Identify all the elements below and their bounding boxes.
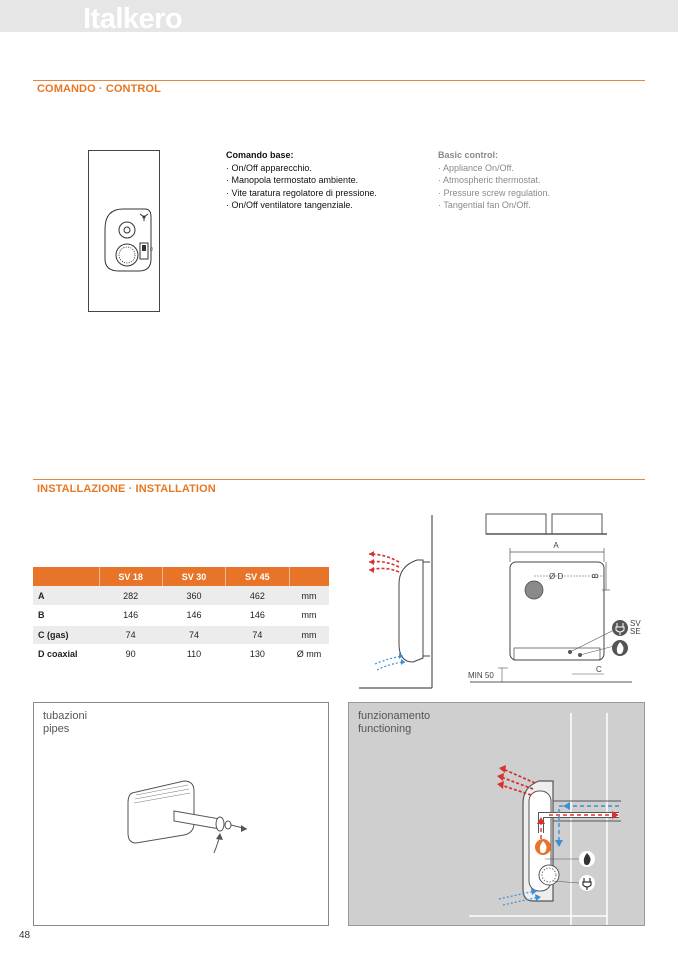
table-cell: 110 — [162, 645, 225, 665]
section-title-control: COMANDO · CONTROL — [37, 83, 161, 95]
side-view-drawing — [355, 512, 445, 692]
table-cell: 360 — [162, 586, 225, 606]
control-panel-illustration — [89, 151, 161, 313]
control-description-en — [438, 149, 550, 212]
table-unit: mm — [289, 625, 329, 645]
switch-zero-label: 0 — [150, 247, 153, 253]
table-row — [33, 586, 329, 606]
control-title-it: Comando base: — [226, 150, 294, 160]
dim-c-label: C — [596, 665, 602, 674]
pipes-title-it: tubazioni — [43, 710, 88, 722]
section-rule-installation — [33, 479, 645, 480]
fan-icon — [539, 865, 559, 885]
header-band — [0, 0, 678, 32]
table-row-label: B — [33, 606, 99, 626]
hot-air-arrows — [369, 551, 399, 573]
table-cell: 90 — [99, 645, 162, 665]
pipes-illustration — [34, 703, 330, 927]
fan-icon — [140, 214, 148, 221]
flame-icon — [579, 851, 595, 867]
burner-flame-icon — [535, 839, 551, 855]
control-panel-drawing — [88, 150, 160, 312]
table-cell: 462 — [226, 586, 289, 606]
functioning-title-it: funzionamento — [358, 710, 431, 722]
table-row — [33, 645, 329, 665]
control-title-en: Basic control: — [438, 150, 499, 160]
table-header-cell: SV 45 — [226, 567, 289, 586]
section-rule-control — [33, 80, 645, 81]
sv-label: SV — [630, 619, 641, 628]
plug-icon — [612, 620, 628, 636]
table-cell: 146 — [226, 606, 289, 626]
table-cell: 146 — [162, 606, 225, 626]
front-view-drawing — [462, 510, 641, 690]
dim-a-label: A — [553, 541, 559, 550]
combustion-air-arrows — [555, 802, 619, 847]
table-cell: 130 — [226, 645, 289, 665]
table-header-row — [33, 567, 329, 586]
control-description-it — [226, 149, 377, 212]
table-header-cell: SV 30 — [162, 567, 225, 586]
cold-air-arrows — [375, 653, 405, 670]
table-cell: 74 — [99, 625, 162, 645]
table-header-cell — [289, 567, 329, 586]
table-row — [33, 606, 329, 626]
table-unit: mm — [289, 606, 329, 626]
functioning-title-en: functioning — [358, 723, 412, 735]
list-item: · Pressure screw regulation. — [438, 187, 551, 198]
table-row-label: A — [33, 586, 99, 606]
table-cell: 74 — [162, 625, 225, 645]
page-number: 48 — [19, 930, 31, 941]
table-unit: mm — [289, 586, 329, 606]
table-cell: 282 — [99, 586, 162, 606]
dimensions-table — [33, 567, 329, 665]
list-item: · Manopola termostato ambiente. — [226, 175, 359, 185]
dim-b-label: B — [591, 573, 600, 579]
list-item: · On/Off apparecchio. — [226, 162, 312, 173]
table-cell: 146 — [99, 606, 162, 626]
list-item: · Tangential fan On/Off. — [438, 200, 531, 210]
min-distance-label: MIN 50 — [468, 671, 494, 680]
table-row-label: C (gas) — [33, 625, 99, 645]
se-label: SE — [630, 627, 641, 636]
list-item: · On/Off ventilatore tangenziale. — [226, 200, 353, 210]
dim-d-label: Ø D — [549, 572, 564, 581]
table-cell: 74 — [226, 625, 289, 645]
table-row — [33, 625, 329, 645]
list-item: · Vite taratura regolatore di pressione. — [226, 187, 377, 198]
pipes-panel — [33, 702, 329, 926]
list-item: · Atmospheric thermostat. — [438, 175, 541, 185]
table-unit: Ø mm — [289, 645, 329, 665]
list-item: · Appliance On/Off. — [438, 162, 514, 173]
table-row-label: D coaxial — [33, 645, 99, 665]
table-header-cell: SV 18 — [99, 567, 162, 586]
brand-logo: Italkero — [83, 3, 183, 32]
table-header-cell — [33, 567, 99, 586]
flame-icon — [612, 640, 628, 656]
functioning-panel — [348, 702, 645, 926]
pipes-title-en: pipes — [43, 723, 70, 735]
switch-one-label: I — [150, 253, 152, 259]
plug-icon — [579, 875, 595, 891]
section-title-installation: INSTALLAZIONE · INSTALLATION — [37, 483, 216, 495]
functioning-illustration — [349, 703, 646, 927]
